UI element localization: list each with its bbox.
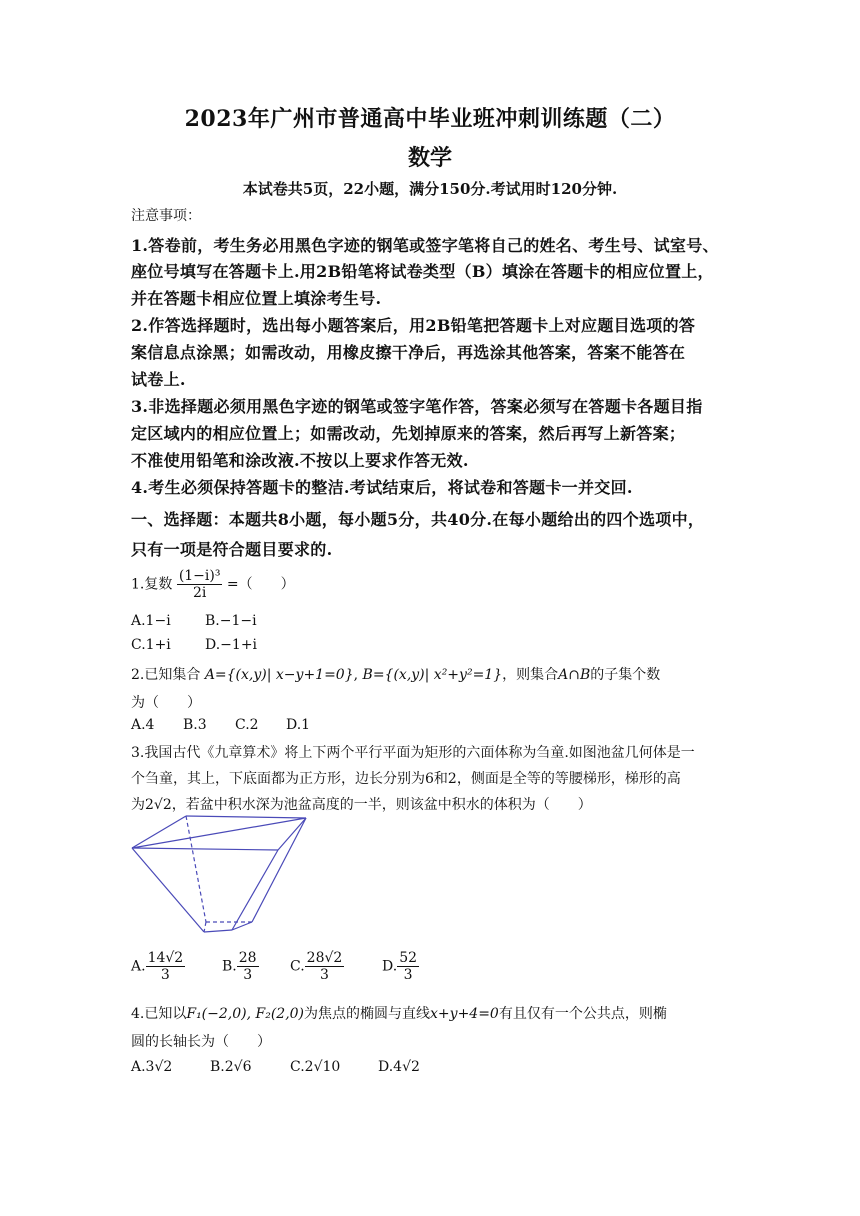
notice-line: 试卷上. <box>131 370 186 389</box>
question-4 <box>131 1003 667 1023</box>
q1-option-d: D.−1+i <box>205 637 258 653</box>
question-1 <box>131 568 295 601</box>
q4-option-a: A.3√2 <box>131 1059 173 1075</box>
q2-set-a: A={(x,y)| x−y+1=0} <box>204 667 354 683</box>
q2-option-a: A.4 <box>131 717 155 733</box>
q2-option-c: C.2 <box>235 717 259 733</box>
q3-a-label: A. <box>131 958 146 975</box>
q3-d-den: 3 <box>403 967 413 983</box>
subject-title: 数学 <box>407 145 452 171</box>
q4-prefix: 4.已知以 <box>131 1006 187 1022</box>
q2-expr: A∩B <box>558 667 591 683</box>
bottom-edge-front <box>204 930 232 932</box>
hidden-bottom-left <box>204 922 206 932</box>
q1-denominator: 2i <box>192 585 207 601</box>
q2-option-d: D.1 <box>286 717 311 733</box>
question-4-cont: 圆的长轴长为（ ） <box>131 1034 271 1050</box>
q3-b-den: 3 <box>243 967 253 983</box>
q3-b-num: 28 <box>238 950 257 966</box>
q3-pre: 为 <box>131 797 145 813</box>
q3-option-c <box>290 950 344 983</box>
q3-a-den: 3 <box>160 967 170 983</box>
notice-line: 案信息点涂黑；如需改动，用橡皮擦干净后，再选涂其他答案，答案不能答在 <box>131 343 686 362</box>
top-edge-back <box>186 816 306 818</box>
q4-mid: 为焦点的椭圆与直线 <box>304 1006 431 1022</box>
hidden-edge-back <box>186 816 206 922</box>
q2-prefix: 2.已知集合 <box>131 667 201 683</box>
q3-post: ，若盆中积水深为池盆高度的一半，则该盆中积水的体积为（ ） <box>171 797 592 813</box>
question-3-cont2 <box>131 794 592 814</box>
section-heading-cont: 只有一项是符合题目要求的. <box>131 540 333 559</box>
q3-c-num: 28√2 <box>306 950 343 966</box>
q1-suffix: =（ ） <box>226 576 295 593</box>
q1-fraction <box>177 568 223 601</box>
q1-numerator: (1−i)³ <box>178 568 221 584</box>
question-2-cont: 为（ ） <box>131 695 201 711</box>
top-edge-front-right <box>132 848 278 850</box>
q1-option-c: C.1+i <box>131 637 171 653</box>
lateral-edge-front <box>232 850 278 930</box>
notice-line: 2.作答选择题时，选出每小题答案后，用2B铅笔把答题卡上对应题目选项的答 <box>131 316 696 335</box>
notice-line: 1.答卷前，考生务必用黑色字迹的钢笔或签字笔将自己的姓名、考生号、试室号、 <box>131 236 719 255</box>
bottom-edge-right <box>232 922 252 930</box>
q4-suffix: 有且仅有一个公共点，则椭 <box>498 1006 667 1022</box>
q1-option-b: B.−1−i <box>205 613 257 629</box>
notice-line: 3.非选择题必须用黑色字迹的钢笔或签字笔作答，答案必须写在答题卡各题目指 <box>131 397 703 416</box>
lateral-edge-right <box>252 818 306 922</box>
question-2: 2.已知集合 A={(x,y)| x−y+1=0}, B={(x,y)| x²+y²=1}，则集合A∩B的子集个数 <box>131 667 661 683</box>
q3-option-b <box>222 950 259 983</box>
q4-option-b: B.2√6 <box>210 1059 252 1075</box>
q1-prefix: 1.复数 <box>131 576 173 593</box>
q1-option-a: A.1−i <box>131 613 171 629</box>
q2-suffix: 的子集个数 <box>590 667 661 683</box>
notice-line: 定区域内的相应位置上；如需改动，先划掉原来的答案，然后再写上新答案； <box>131 424 686 443</box>
q2-option-b: B.3 <box>183 717 207 733</box>
question-3: 3.我国古代《九章算术》将上下两个平行平面为矩形的六面体称为刍童.如图池盆几何体是一 <box>131 745 695 761</box>
q3-d-num: 52 <box>399 950 418 966</box>
q4-line: x+y+4=0 <box>430 1006 499 1022</box>
exam-title: 2023年广州市普通高中毕业班冲刺训练题（二） <box>184 106 676 132</box>
q2-mid: ，则集合 <box>502 667 559 683</box>
question-3-cont: 个刍童，其上，下底面都为正方形，边长分别为6和2，侧面是全等的等腰梯形，梯形的高 <box>131 771 681 787</box>
lateral-edge-left <box>132 848 204 932</box>
q3-c-den: 3 <box>320 967 329 983</box>
basin-figure <box>128 812 318 940</box>
notice-line: 并在答题卡相应位置上填涂考生号. <box>131 289 382 308</box>
q2-set-b: B={(x,y)| x²+y²=1} <box>362 667 503 683</box>
q4-option-d: D.4√2 <box>378 1059 420 1075</box>
q3-c-label: C. <box>290 958 305 975</box>
notice-line: 4.考生必须保持答题卡的整洁.考试结束后，将试卷和答题卡一并交回. <box>131 478 633 497</box>
notice-line: 不准使用铅笔和涂改液.不按以上要求作答无效. <box>131 451 469 470</box>
notice-line: 座位号填写在答题卡上.用2B铅笔将试卷类型（B）填涂在答题卡的相应位置上， <box>131 262 714 281</box>
notice-heading: 注意事项： <box>131 208 201 224</box>
q3-option-a <box>131 950 185 983</box>
q4-foci: F₁(−2,0), F₂(2,0) <box>186 1006 305 1022</box>
section-heading: 一、选择题：本题共8小题，每小题5分，共40分.在每小题给出的四个选项中， <box>131 510 705 529</box>
q3-b-label: B. <box>222 958 237 975</box>
q3-height: 2√2 <box>145 797 172 813</box>
q4-option-c: C.2√10 <box>290 1059 341 1075</box>
q3-d-label: D. <box>382 958 398 975</box>
q3-a-num: 14√2 <box>147 950 184 966</box>
exam-info: 本试卷共5页，22小题，满分150分.考试用时120分钟. <box>242 180 618 198</box>
q3-option-d <box>382 950 419 983</box>
